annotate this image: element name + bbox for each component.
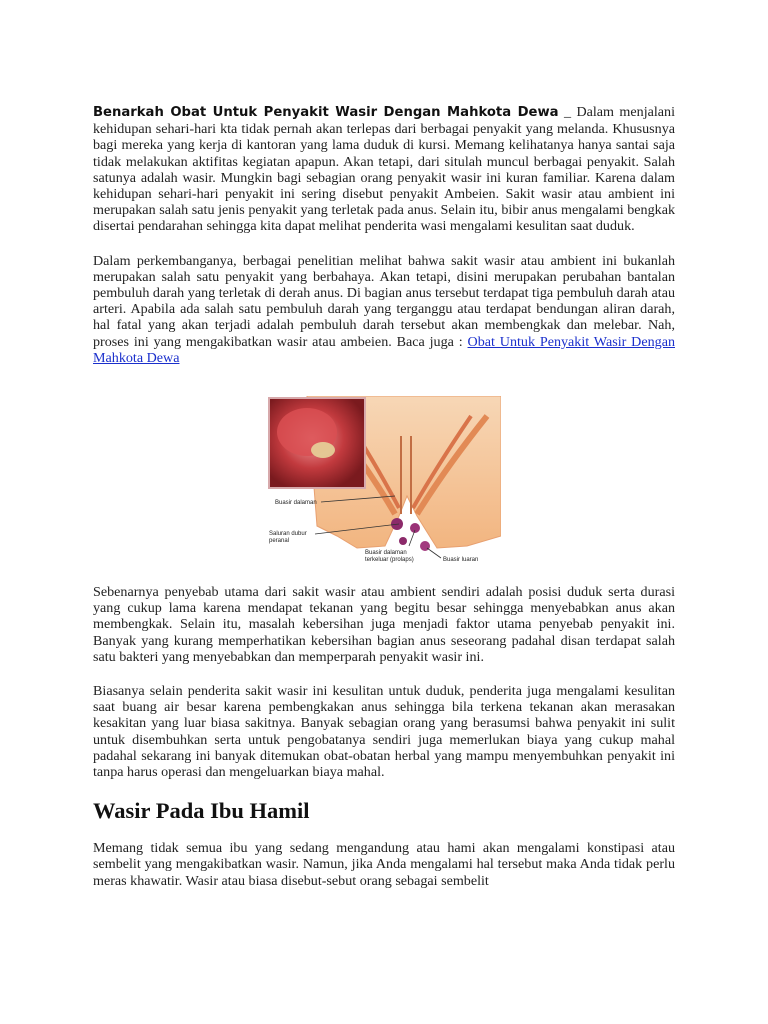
label-anal-canal-2: peranal: [269, 538, 290, 545]
intro-paragraph: [93, 104, 675, 235]
paragraph-4: Biasanya selain penderita sakit wasir ini kesulitan untuk duduk, penderita juga mengalami kesulitan saat buang air besar karena pembengkakan anus sehingga bila terkena tekanan akan merasakan kesakitan yang luar biasa sakitnya. Banyak sebagian orang yang berasumsi bahwa penyakit ini sulit untuk disembuhkan serta untuk pengobatanya sendiri juga memerlukan biaya yang cukup mahal padahal sekarang ini banyak ditemukan obat-obatan herbal yang mampu menyembuhkan penyakit ini tanpa harus operasi dan mengeluarkan biaya mahal.: [93, 683, 675, 781]
label-internal-hemorrhoid: Buasir dalaman: [275, 500, 317, 507]
label-anal-canal: Saluran dubur: [269, 531, 307, 538]
anatomy-diagram: [267, 396, 501, 564]
section-heading: Wasir Pada Ibu Hamil: [93, 798, 310, 824]
paragraph-3: Sebenarnya penyebab utama dari sakit wasir atau ambient sendiri adalah posisi duduk serta durasi yang cukup lama karena mendapat tekanan yang begitu besar sehingga menyebabkan anus akan membengkak. Selain itu, masalah kebersihan juga menjadi faktor utama penyebab penyakit ini. Banyak yang kurang memperhatikan kebersihan bagian anus seseorang padahal disan terdapat salah satu bakteri yang menyebabkan dan memperparah penyakit wasir ini.: [93, 584, 675, 665]
lead-title: Benarkah Obat Untuk Penyakit Wasir Dengan Mahkota Dewa: [93, 105, 559, 120]
hemorrhoid-illustration: [93, 396, 675, 564]
lead-separator: _: [558, 104, 577, 120]
paragraph-2-text: Dalam perkembanganya, berbagai penelitian melihat bahwa sakit wasir atau ambient ini bukanlah merupakan salah satu penyakit yang berbahaya. Akan tetapi, disini merupakan perubahan bantalan pembuluh darah yang terletak di derah anus. Di bagian anus tersebut terdapat tiga pembuluh darah atau arteri. Apabila ada salah satu pembuluh darah yang terganggu atau terdapat bendungan aliran darah, hal fatal yang akan terjadi adalah pembuluh darah tersebut akan membengkak dan melebar. Nah, proses ini yang mengakibatkan wasir atau ambeien. Baca juga :: [93, 252, 675, 350]
label-prolapsed-hemorrhoid: Buasir dalaman: [365, 550, 407, 557]
paragraph-5: Memang tidak semua ibu yang sedang mengandung atau hami akan mengalami konstipasi atau sembelit yang mengakibatkan wasir. Namun, jika Anda mengalami hal tersebut maka Anda tidak perlu meras khawatir. Wasir atau biasa disebut-sebut orang sebagai sembelit: [93, 840, 675, 889]
label-external-hemorrhoid: Buasir luaran: [443, 557, 479, 564]
document-page: [93, 104, 675, 907]
label-prolapsed-hemorrhoid-2: terkeluar (prolaps): [365, 557, 414, 564]
related-article-link[interactable]: Obat Untuk Penyakit Wasir Dengan Mahkota Dewa: [93, 333, 675, 366]
intro-text: Dalam menjalani kehidupan sehari-hari kta tidak pernah akan terlepas dari berbagai penyakit yang melanda. Khususnya bagi mereka yang kerja di kantoran yang lama duduk di kursi. Memang kelihatanya hanya santai saja tidak melakukan aktifitas kegiatan apapun. Akan tetapi, dari situlah muncul berbagai penyakit. Salah satunya adalah wasir. Mungkin bagi sebagian orang penyakit wasir ini kuran familiar. Karena dalam kehidupan sehari-hari penyakit ini sering disebut penyakit Ambeien. Sakit wasir atau ambient ini merupakan salah satu jenis penyakit yang terletak pada anus. Selain itu, bibir anus mengalami bengkak disertai pendarahan sehingga kita dapat melihat penderita wasi mengalami kesulitan saat duduk.: [93, 104, 675, 235]
paragraph-2: [93, 253, 675, 366]
